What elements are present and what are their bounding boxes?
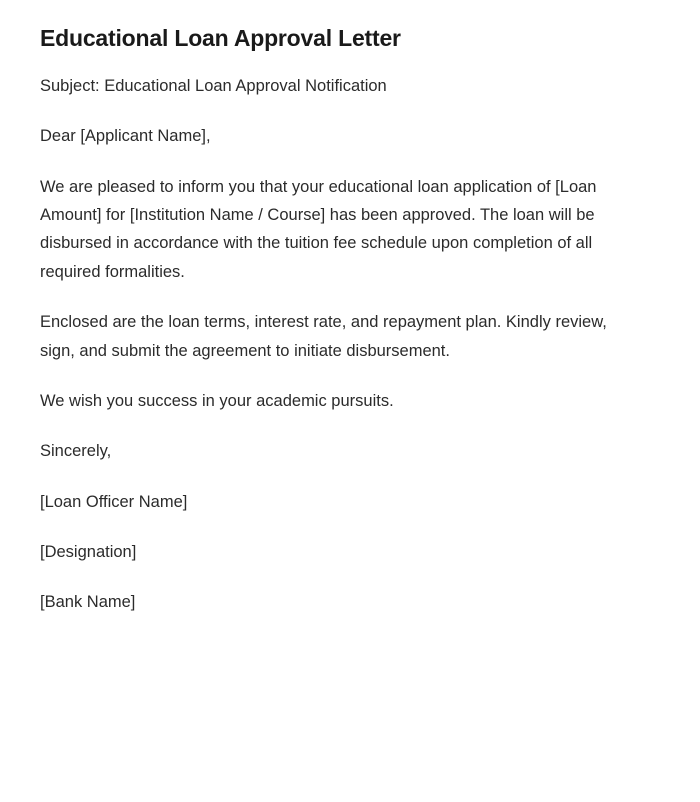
letter-subject-line: Subject: Educational Loan Approval Notification — [40, 76, 387, 95]
letter-body-paragraph-3: We wish you success in your academic pursuits. — [40, 391, 394, 410]
letter-salutation: Dear [Applicant Name], — [40, 127, 211, 146]
signature-designation: [Designation] — [40, 543, 137, 562]
signature-officer-name: [Loan Officer Name] — [40, 492, 188, 511]
letter-body-paragraph-2: Enclosed are the loan terms, interest rate, and repayment plan. Kindly review, sign, and submit the agreement to initiate disbursement. — [40, 313, 607, 360]
page-title: Educational Loan Approval Letter — [40, 25, 401, 51]
signature-bank-name: [Bank Name] — [40, 593, 136, 612]
letter-body-paragraph-1: We are pleased to inform you that your educational loan application of [Loan Amount] for [Institution Name / Course] has been approved. The loan will be disbursed in accordance with the tuition fee schedule upon completion of all required formalities. — [40, 177, 597, 281]
letter-closing: Sincerely, — [40, 442, 112, 461]
